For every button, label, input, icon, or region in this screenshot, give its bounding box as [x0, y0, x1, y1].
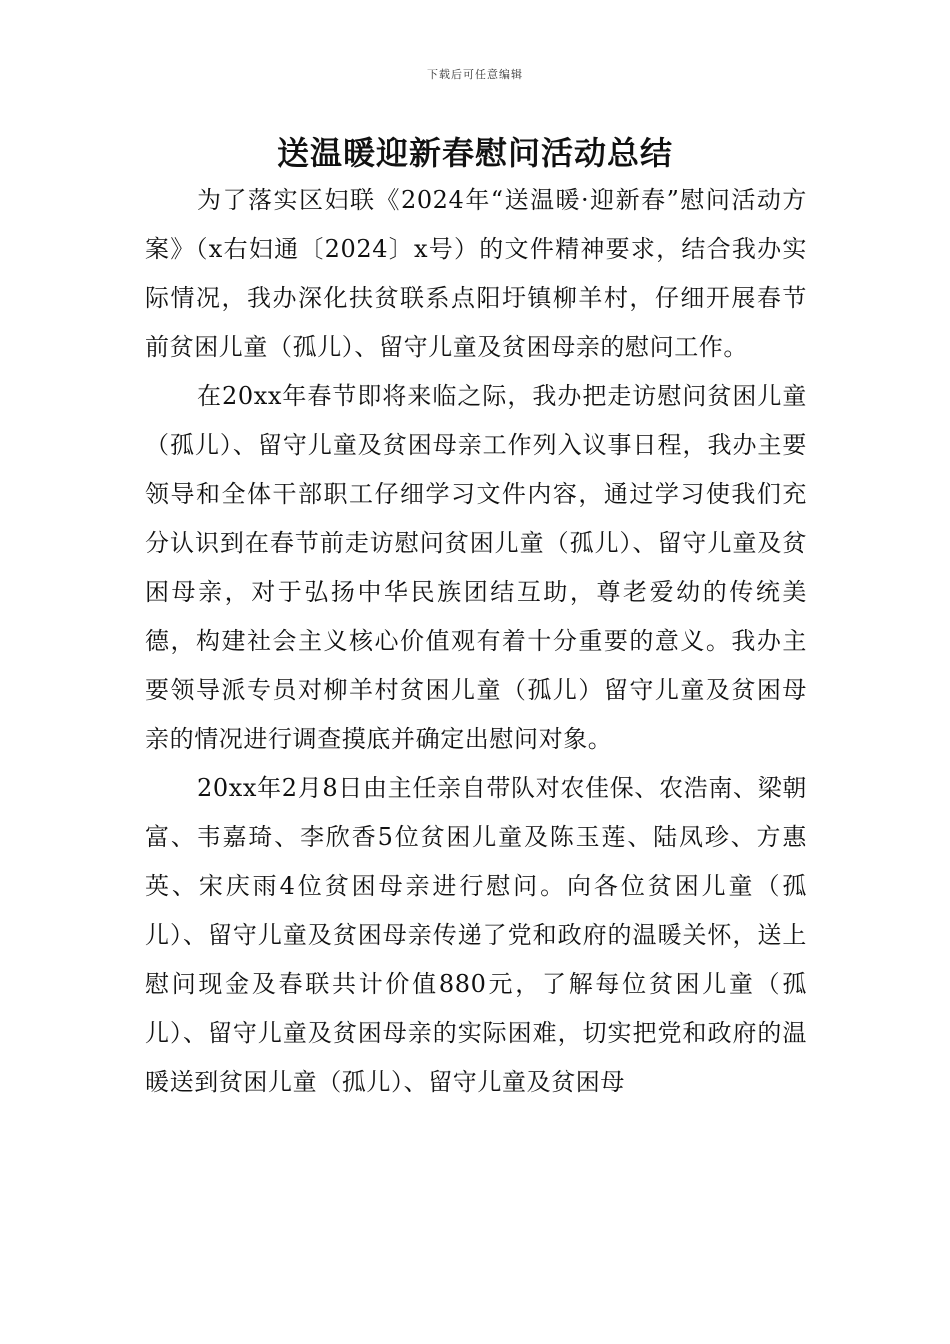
document-body	[145, 176, 807, 1107]
document-title: 送温暖迎新春慰问活动总结	[276, 134, 673, 172]
paragraph-2: 在20xx年春节即将来临之际，我办把走访慰问贫困儿童（孤儿）、留守儿童及贫困母亲工作列入议事日程，我办主要领导和全体干部职工仔细学习文件内容，通过学习使我们充分认识到在春节前走访慰问贫困儿童（孤儿）、留守儿童及贫困母亲，对于弘扬中华民族团结互助，尊老爱幼的传统美德，构建社会主义核心价值观有着十分重要的意义。我办主要领导派专员对柳羊村贫困儿童（孤儿）留守儿童及贫困母亲的情况进行调查摸底并确定出慰问对象。	[145, 382, 807, 753]
paragraph-1: 为了落实区妇联《2024年“送温暖·迎新春”慰问活动方案》（x右妇通〔2024〕x号）的文件精神要求，结合我办实际情况，我办深化扶贫联系点阳圩镇柳羊村，仔细开展春节前贫困儿童（孤儿）、留守儿童及贫困母亲的慰问工作。	[145, 186, 807, 361]
paragraph-3: 20xx年2月8日由主任亲自带队对农佳保、农浩南、梁朝富、韦嘉琦、李欣香5位贫困儿童及陈玉莲、陆凤珍、方惠英、宋庆雨4位贫困母亲进行慰问。向各位贫困儿童（孤儿）、留守儿童及贫困母亲传递了党和政府的温暖关怀，送上慰问现金及春联共计价值880元，了解每位贫困儿童（孤儿）、留守儿童及贫困母亲的实际困难，切实把党和政府的温暖送到贫困儿童（孤儿）、留守儿童及贫困母	[145, 774, 807, 1096]
header-note: 下载后可任意编辑	[427, 68, 523, 81]
